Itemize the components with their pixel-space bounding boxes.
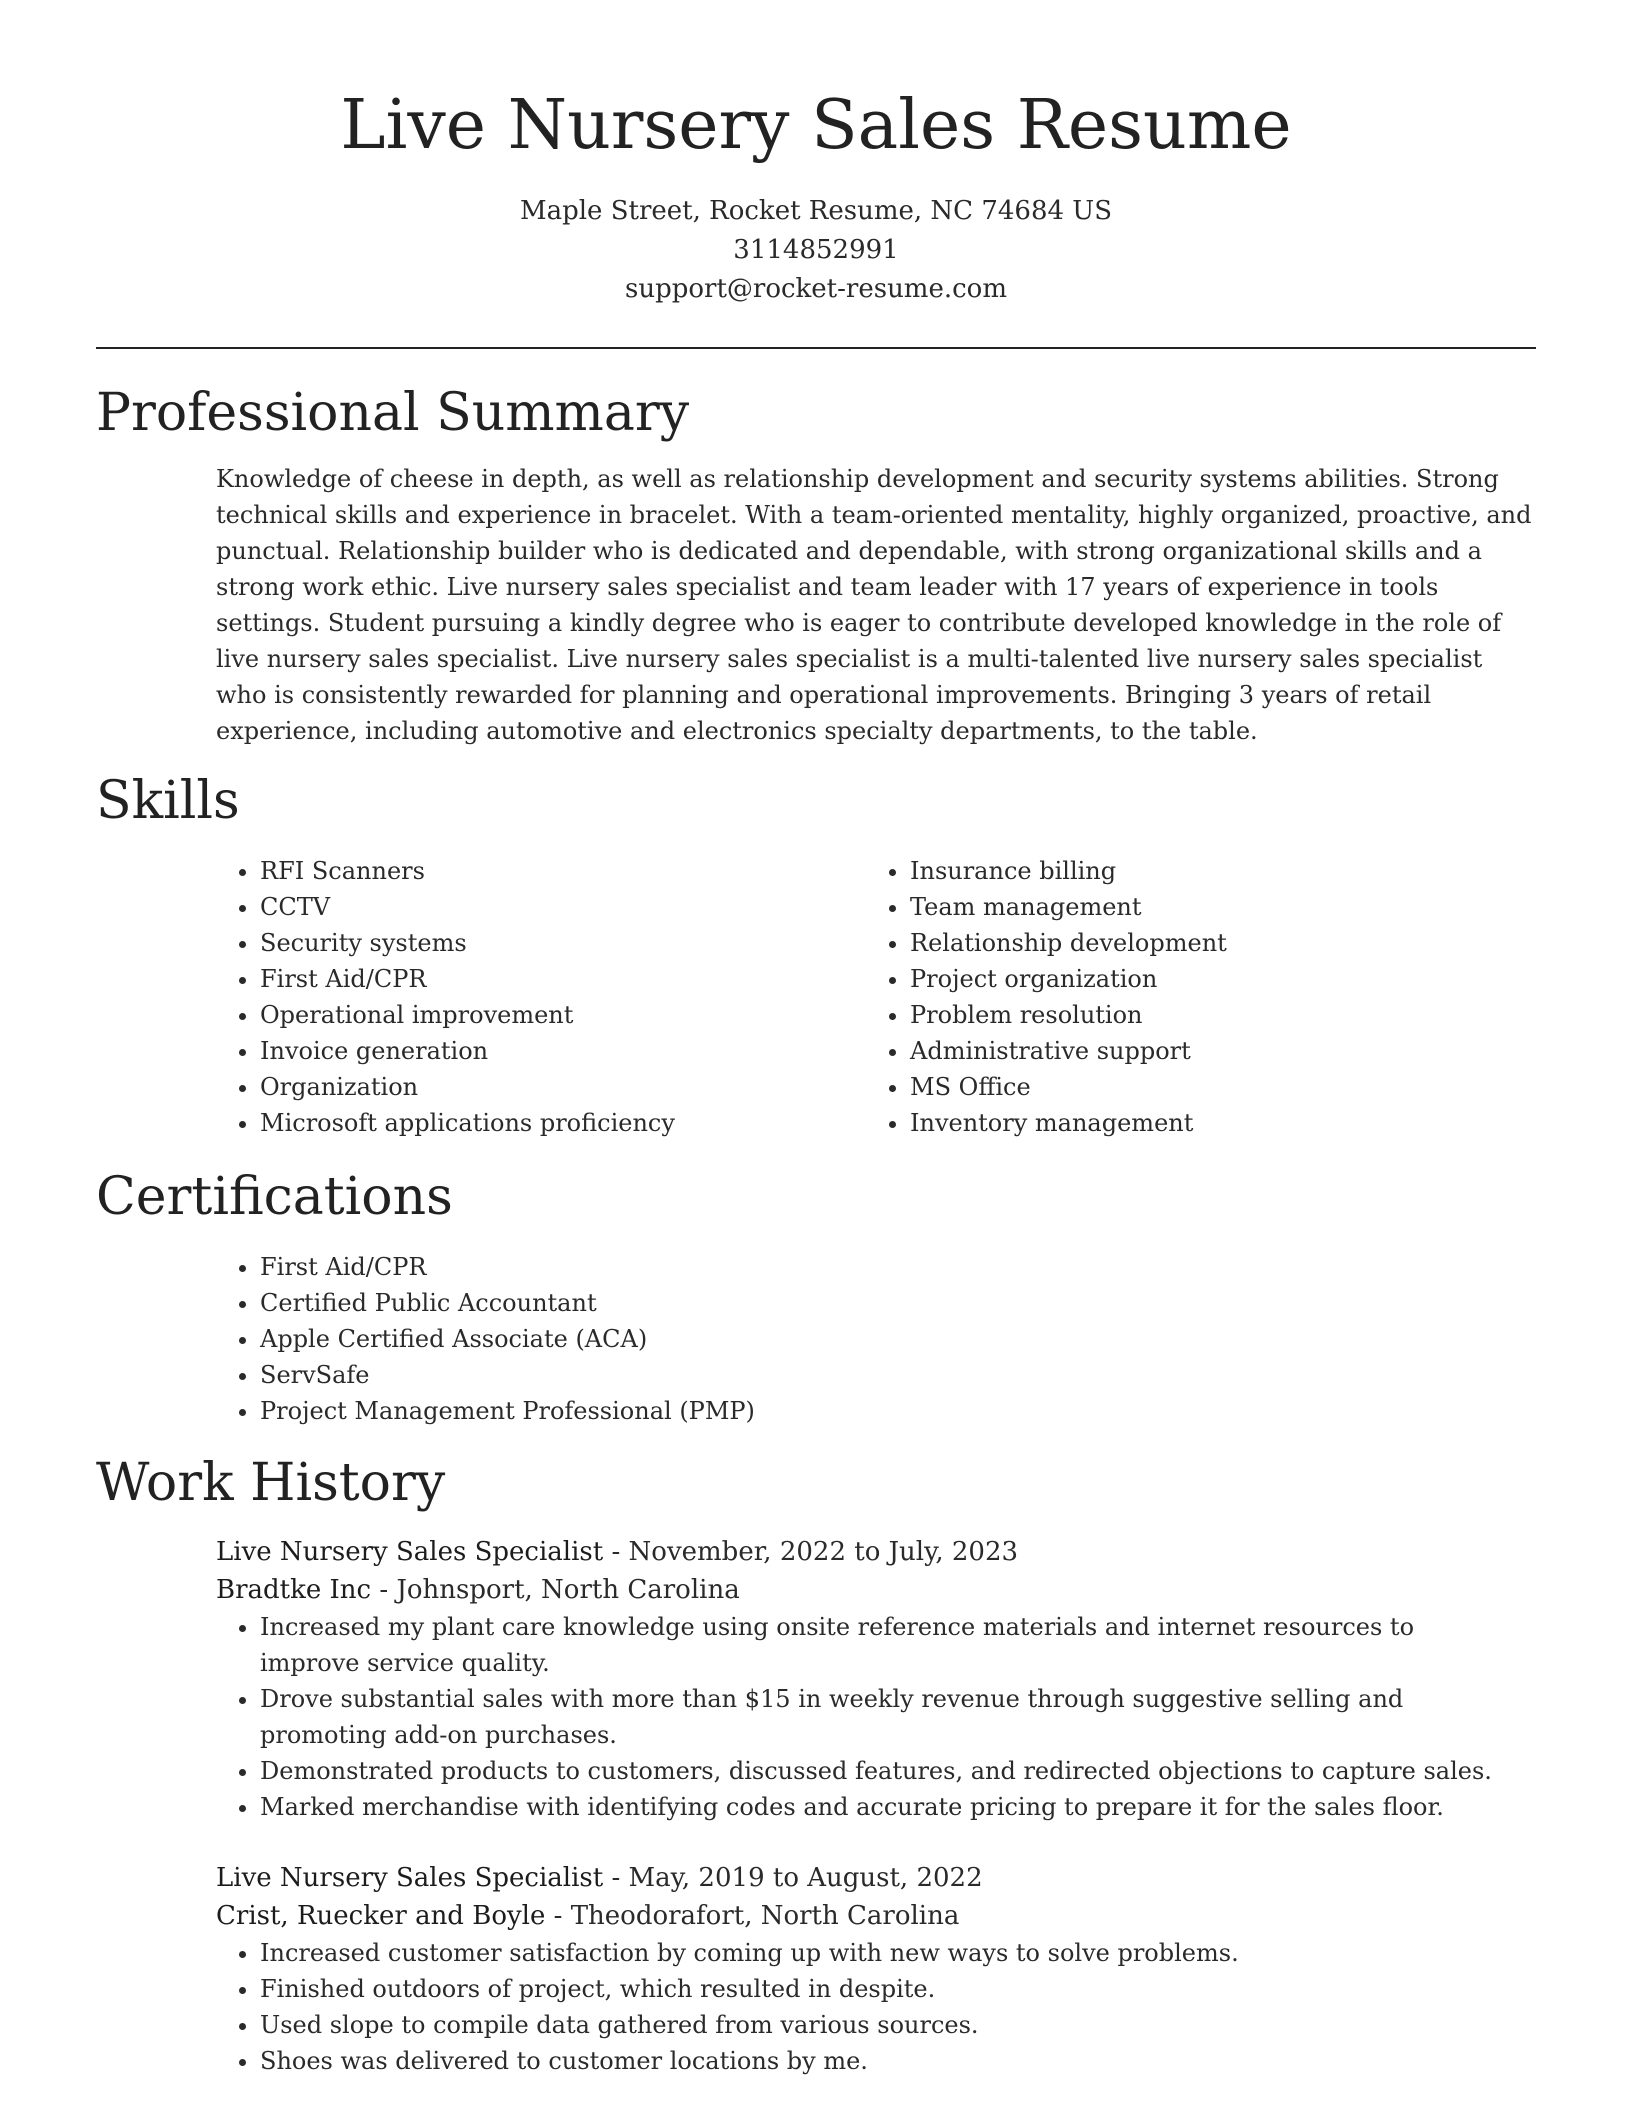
- job-company: Bradtke Inc: [216, 1575, 372, 1605]
- job-role: Live Nursery Sales Specialist: [216, 1537, 604, 1567]
- job-entry: [216, 1859, 1536, 2079]
- resume-title: Live Nursery Sales Resume: [340, 86, 1292, 165]
- skill-item: • Relationship development: [910, 925, 1516, 961]
- skill-item: • First Aid/CPR: [260, 961, 866, 997]
- section-title-work-history: Work History: [96, 1453, 446, 1513]
- certification-item: • First Aid/CPR: [260, 1249, 1536, 1285]
- skill-item: • RFI Scanners: [260, 853, 866, 889]
- job-company: Crist, Ruecker and Boyle: [216, 1901, 546, 1931]
- skill-item: • Security systems: [260, 925, 866, 961]
- certification-item: • Certified Public Accountant: [260, 1285, 1536, 1321]
- job-location: - Johnsport, North Carolina: [371, 1575, 740, 1605]
- section-title-summary: Professional Summary: [96, 383, 690, 443]
- contact-email: support@rocket-resume.com: [624, 274, 1007, 304]
- section-title-certifications: Certifications: [96, 1167, 453, 1227]
- job-bullet: • Drove substantial sales with more than $15 in weekly revenue through suggestive selling and promoting add-on purchases.: [260, 1681, 1536, 1753]
- job-bullet: • Demonstrated products to customers, discussed features, and redirected objections to capture sales.: [260, 1753, 1536, 1789]
- skill-item: • Organization: [260, 1069, 866, 1105]
- skill-item: • Problem resolution: [910, 997, 1516, 1033]
- work-history-section: [96, 1451, 1536, 2079]
- skill-item: • MS Office: [910, 1069, 1516, 1105]
- certification-item: • ServSafe: [260, 1357, 1536, 1393]
- contact-address: Maple Street, Rocket Resume, NC 74684 US: [519, 196, 1113, 226]
- job-dates: - May, 2019 to August, 2022: [603, 1863, 983, 1893]
- section-title-skills: Skills: [96, 771, 240, 831]
- skill-item: • Invoice generation: [260, 1033, 866, 1069]
- skill-item: • Inventory management: [910, 1105, 1516, 1141]
- skills-section: [96, 769, 1536, 1141]
- certification-item: • Apple Certified Associate (ACA): [260, 1321, 1536, 1357]
- job-role: Live Nursery Sales Specialist: [216, 1863, 604, 1893]
- skills-column-right: [866, 853, 1516, 1141]
- job-bullet: • Increased my plant care knowledge using onsite reference materials and internet resources to improve service quality.: [260, 1609, 1536, 1681]
- skills-column-left: [216, 853, 866, 1141]
- skill-item: • Operational improvement: [260, 997, 866, 1033]
- skill-item: • Microsoft applications proficiency: [260, 1105, 866, 1141]
- certifications-section: [96, 1165, 1536, 1429]
- skills-list-right: [866, 853, 1516, 1141]
- job-responsibilities: [216, 1609, 1536, 1825]
- summary-text: Knowledge of cheese in depth, as well as relationship development and security systems abilities. Strong technical skills and experience in bracelet. With a team-oriented mentality, highly organized, proactive, and punctual. Relationship builder who is dedicated and dependable, with strong organizational skills and a strong work ethic. Live nursery sales specialist and team leader with 17 years of experience in tools settings. Student pursuing a kindly degree who is eager to contribute developed knowledge in the role of live nursery sales specialist. Live nursery sales specialist is a multi-talented live nursery sales specialist who is consistently rewarded for planning and operational improvements. Bringing 3 years of retail experience, including automotive and electronics specialty departments, to the table.: [216, 465, 1532, 745]
- skills-columns: [216, 853, 1536, 1141]
- job-responsibilities: [216, 1935, 1536, 2079]
- certification-item: • Project Management Professional (PMP): [260, 1393, 1536, 1429]
- skill-item: • Administrative support: [910, 1033, 1516, 1069]
- job-bullet: • Finished outdoors of project, which resulted in despite.: [260, 1971, 1536, 2007]
- skill-item: • Insurance billing: [910, 853, 1516, 889]
- resume-header: [96, 0, 1536, 349]
- job-dates: - November, 2022 to July, 2023: [603, 1537, 1019, 1567]
- skills-list-left: [216, 853, 866, 1141]
- job-title-line: [216, 1859, 1536, 1897]
- job-bullet: • Shoes was delivered to customer locations by me.: [260, 2043, 1536, 2079]
- professional-summary-section: [96, 381, 1536, 749]
- skill-item: • CCTV: [260, 889, 866, 925]
- contact-info: [96, 192, 1536, 309]
- job-bullet: • Marked merchandise with identifying codes and accurate pricing to prepare it for the sales floor.: [260, 1789, 1536, 1825]
- header-divider: [96, 347, 1536, 349]
- job-location: - Theodorafort, North Carolina: [545, 1901, 960, 1931]
- job-company-line: [216, 1897, 1536, 1935]
- job-entry: [216, 1533, 1536, 1825]
- job-title-line: [216, 1533, 1536, 1571]
- certifications-list-wrap: [216, 1249, 1536, 1429]
- job-bullet: • Increased customer satisfaction by coming up with new ways to solve problems.: [260, 1935, 1536, 1971]
- certifications-list: [216, 1249, 1536, 1429]
- job-bullet: • Used slope to compile data gathered from various sources.: [260, 2007, 1536, 2043]
- resume-page: [96, 0, 1536, 2079]
- skill-item: • Project organization: [910, 961, 1516, 997]
- contact-phone: 3114852991: [733, 235, 899, 265]
- job-company-line: [216, 1571, 1536, 1609]
- skill-item: • Team management: [910, 889, 1516, 925]
